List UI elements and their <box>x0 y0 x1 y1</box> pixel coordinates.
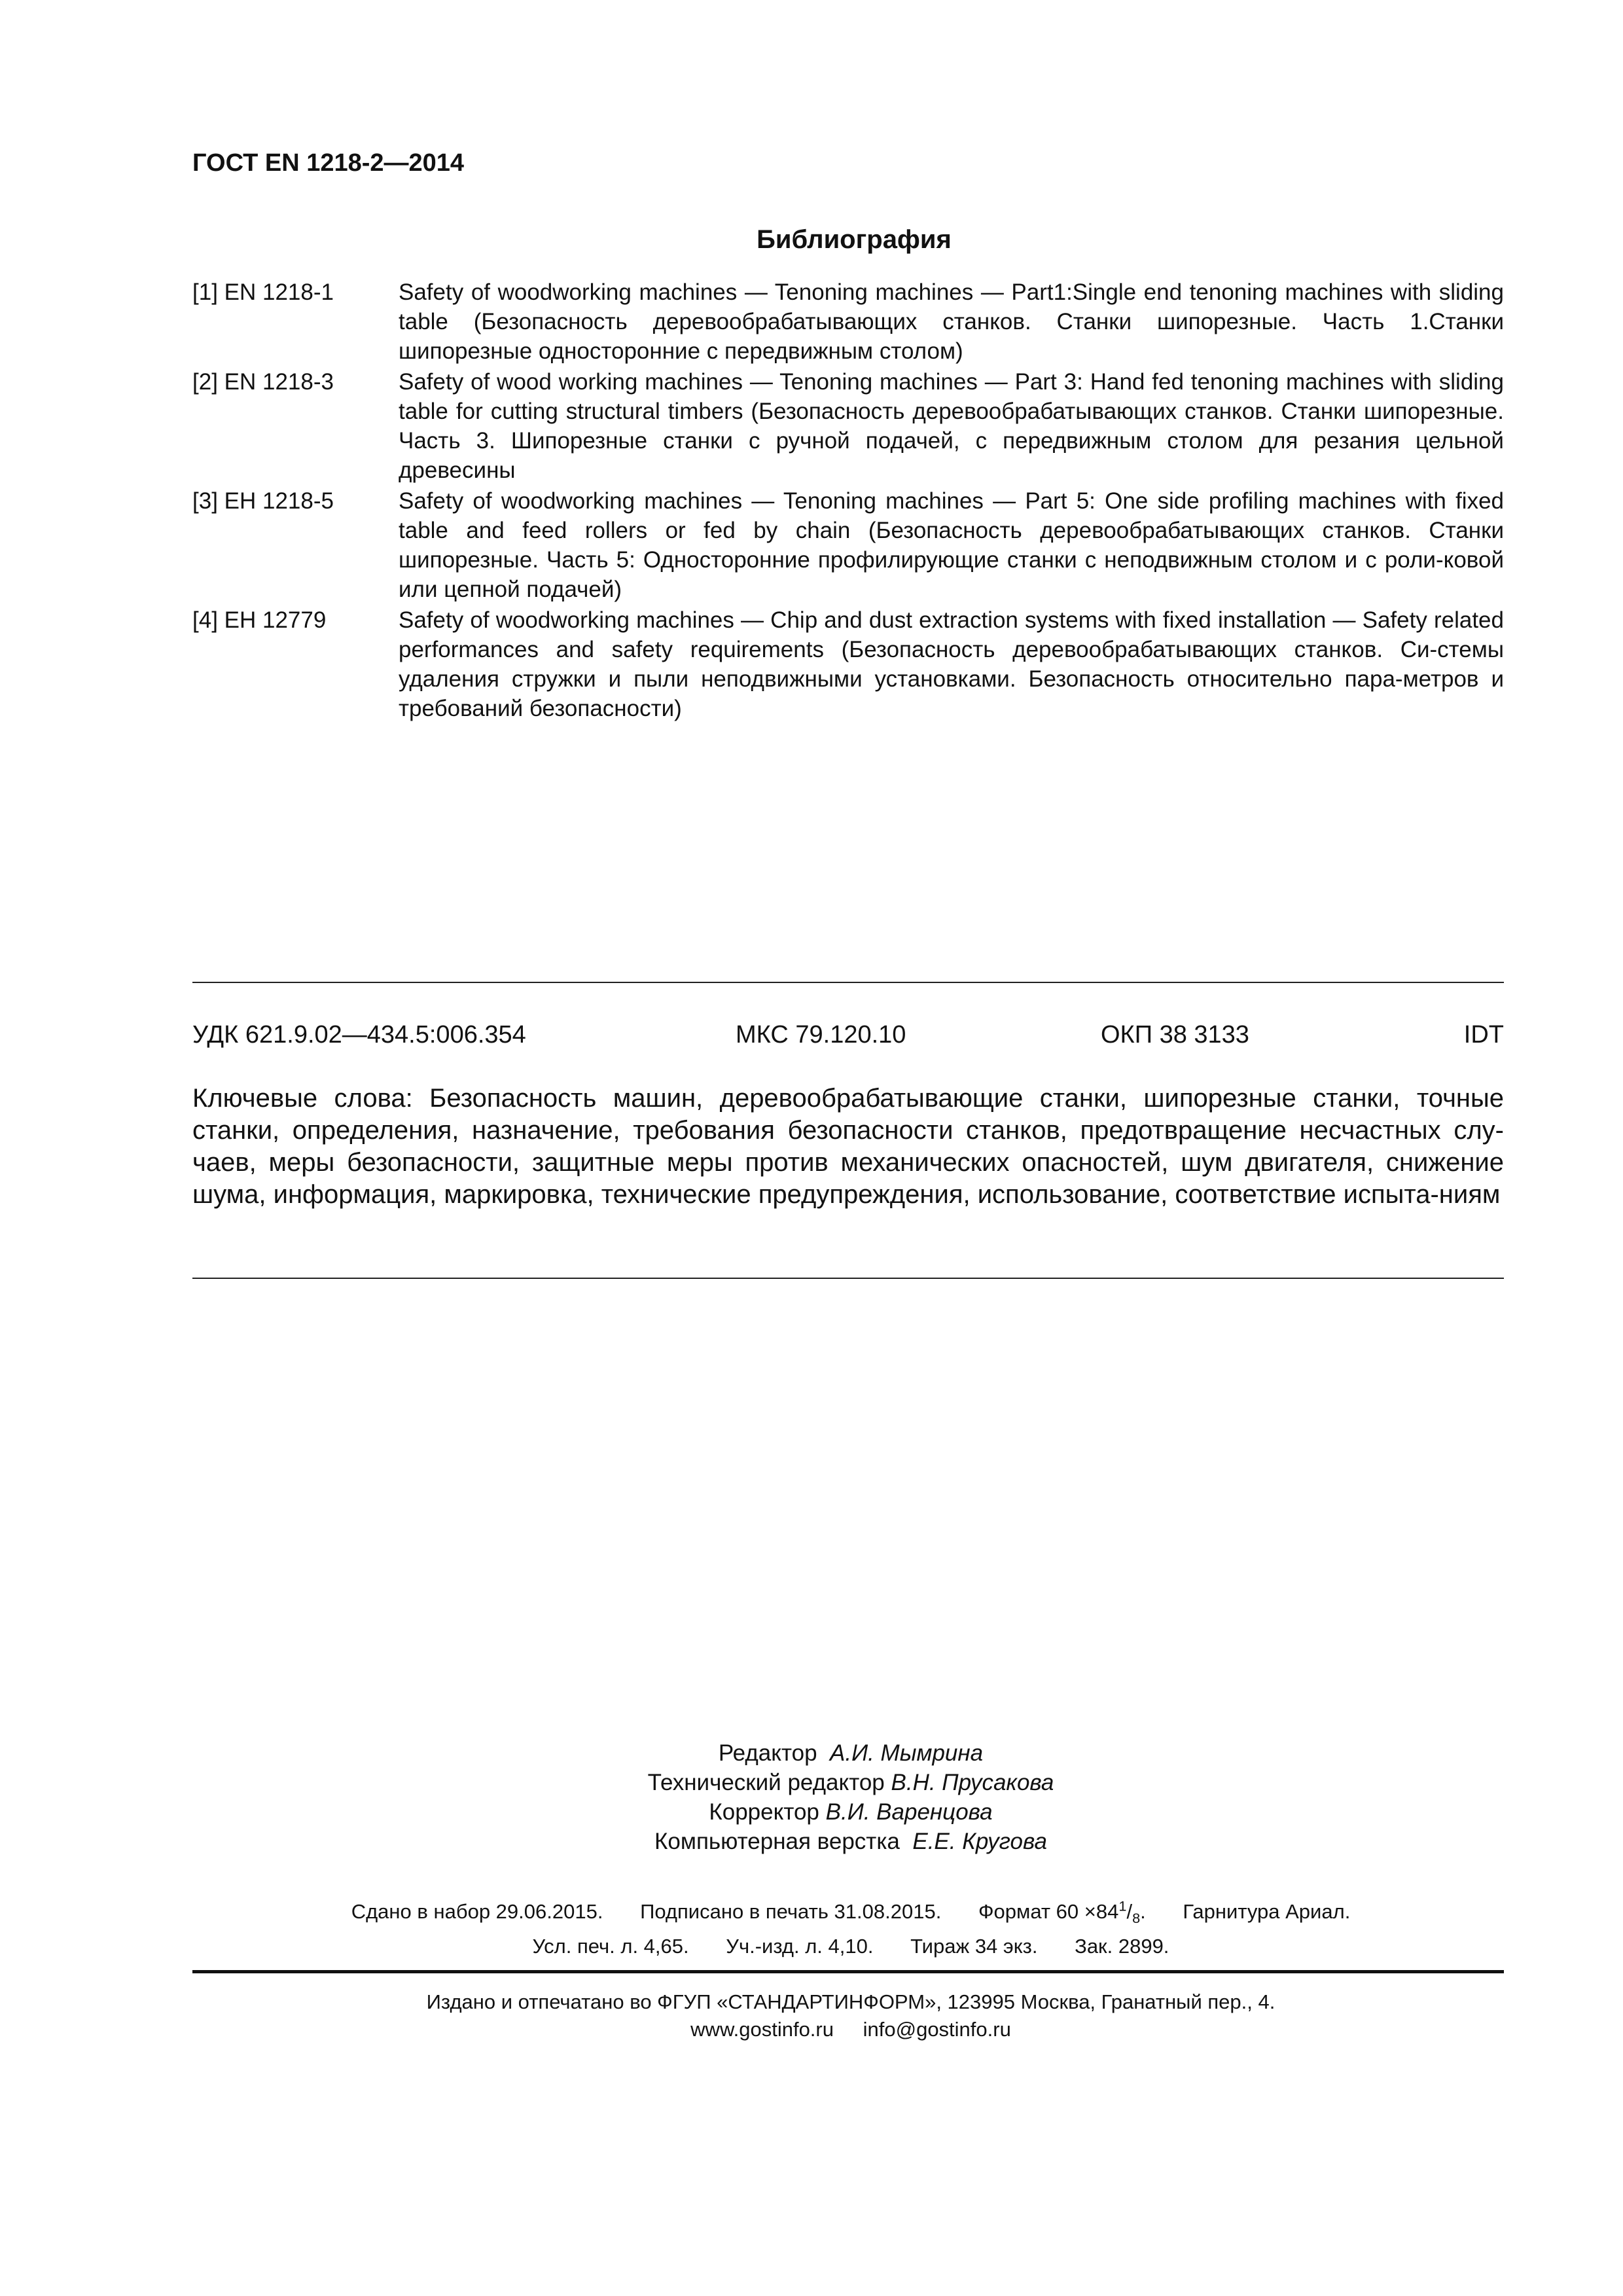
bibliography-ref: [2] EN 1218-3 <box>192 369 334 395</box>
bibliography-entry <box>192 367 1504 485</box>
publisher-email[interactable]: info@gostinfo.ru <box>863 2018 1011 2041</box>
bibliography-title: Библиография <box>757 225 952 254</box>
format-sub: 8 <box>1132 1910 1141 1927</box>
divider <box>192 982 1504 983</box>
typeface: Гарнитура Ариал. <box>1183 1900 1351 1924</box>
format-suffix: . <box>1140 1900 1146 1924</box>
bibliography-text: Safety of wood working machines — Tenoning machines — Part 3: Hand fed tenoning machines with sliding table for cutting structural timbers (Безопасность деревообрабатывающих станков. Станки шипорезные. Часть 3. Шипорезные станки с ручной подачей, с передвижным столом для резания цельной древесины <box>399 369 1504 483</box>
print-info-line-2 <box>0 1933 1623 1960</box>
okp-code: ОКП 38 3133 <box>1101 1021 1249 1049</box>
bibliography-entry <box>192 486 1504 604</box>
publisher-contacts <box>0 2016 1623 2043</box>
format-sup: 1 <box>1118 1898 1127 1914</box>
print-info <box>0 1893 1623 1960</box>
publisher-website[interactable]: www.gostinfo.ru <box>690 2018 834 2041</box>
print-sheets: Усл. печ. л. 4,65. <box>532 1934 689 1958</box>
credit-layout <box>0 1827 1623 1856</box>
publisher-info <box>0 1988 1623 2043</box>
bibliography-entry <box>192 278 1504 366</box>
submitted-date: Сдано в набор 29.06.2015. <box>351 1900 603 1924</box>
bibliography-text: Safety of woodworking machines — Tenoning machines — Part1:Single end tenoning machines with sliding table (Безопасность деревообрабатывающих станков. Станки шипорезные. Часть 1.Станки шипорезные односторонние с передвижным столом) <box>399 279 1504 364</box>
idt-label: IDT <box>1463 1021 1504 1049</box>
bibliography-text: Safety of woodworking machines — Chip and dust extraction systems with fixed installation — Safety related performances and safety requirements (Безопасность деревообрабатывающих станков. Си-стемы удаления стружки и пыли неподвижными установками. Безопасность относительно пара-метров и требований безопасности) <box>399 607 1504 721</box>
credit-role: Компьютерная верстка <box>654 1829 900 1854</box>
print-info-line-1 <box>0 1893 1623 1933</box>
signed-date: Подписано в печать 31.08.2015. <box>640 1900 942 1924</box>
order-number: Зак. 2899. <box>1075 1934 1169 1958</box>
credit-editor <box>0 1738 1623 1768</box>
credit-tech-editor <box>0 1768 1623 1797</box>
mks-code: МКС 79.120.10 <box>736 1021 906 1049</box>
bibliography-list <box>192 278 1504 725</box>
credit-name: В.И. Варенцова <box>825 1799 993 1825</box>
credit-name: А.И. Мымрина <box>830 1740 984 1766</box>
credit-name: Е.Е. Кругова <box>912 1829 1047 1854</box>
credit-role: Корректор <box>709 1799 819 1825</box>
classification-row <box>192 1021 1504 1054</box>
keywords: Ключевые слова: Безопасность машин, деревообрабатывающие станки, шипорезные станки, точные станки, определения, назначение, требования безопасности станков, предотвращение несчастных слу-чаев, меры безопасности, защитные меры против механических опасностей, шум двигателя, снижение шума, информация, маркировка, технические предупреждения, использование, соответствие испыта-ниям <box>192 1084 1504 1209</box>
circulation: Тираж 34 экз. <box>910 1934 1038 1958</box>
document-code: ГОСТ EN 1218-2—2014 <box>192 149 465 177</box>
credits-block <box>0 1738 1623 1856</box>
bibliography-entry <box>192 605 1504 723</box>
publisher-address: Издано и отпечатано во ФГУП «СТАНДАРТИНФОРМ», 123995 Москва, Гранатный пер., 4. <box>426 1990 1275 2013</box>
credit-role: Технический редактор <box>647 1770 885 1795</box>
bibliography-ref: [1] EN 1218-1 <box>192 279 334 305</box>
bibliography-ref: [4] ЕН 12779 <box>192 607 327 633</box>
credit-name: В.Н. Прусакова <box>891 1770 1054 1795</box>
bibliography-text: Safety of woodworking machines — Tenoning machines — Part 5: One side profiling machines with fixed table and feed rollers or fed by chain (Безопасность деревообрабатывающих станков. Станки шипорезные. Часть 5: Односторонние профилирующие станки с неподвижным столом и с роли-ковой или цепной подачей) <box>399 488 1504 602</box>
divider-thick <box>192 1970 1504 1973</box>
paper-format: Формат $60 \times 84^1/_8$. <box>978 1898 1146 1927</box>
format-prefix: Формат 60 ×84 <box>978 1900 1119 1924</box>
publication-sheets: Уч.-изд. л. 4,10. <box>726 1934 874 1958</box>
credit-corrector <box>0 1797 1623 1827</box>
divider <box>192 1278 1504 1279</box>
udk-code: УДК 621.9.02—434.5:006.354 <box>192 1021 526 1049</box>
bibliography-ref: [3] ЕН 1218-5 <box>192 488 334 514</box>
credit-role: Редактор <box>718 1740 817 1766</box>
